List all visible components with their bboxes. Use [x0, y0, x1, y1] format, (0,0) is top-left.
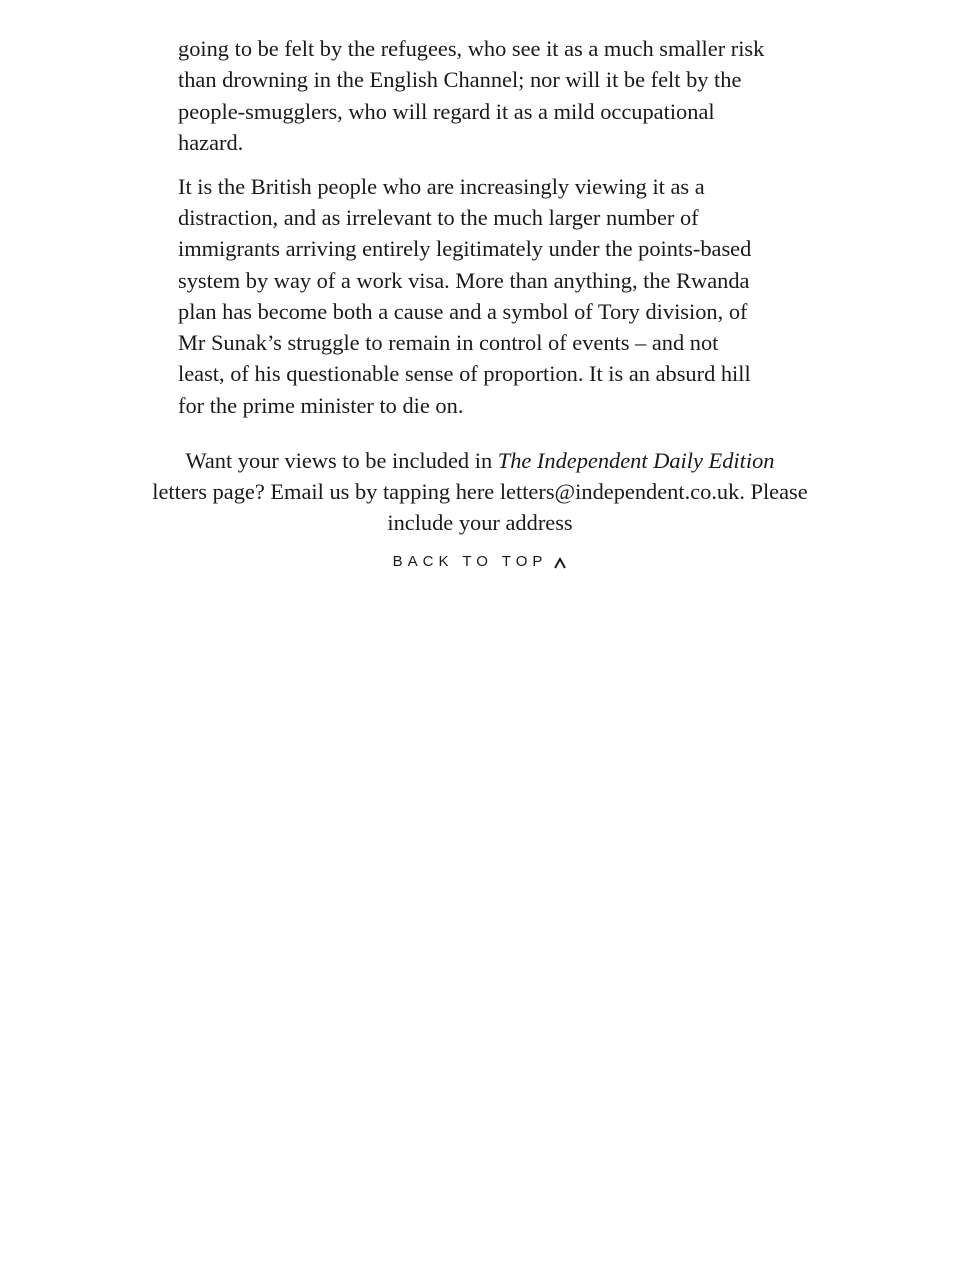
letters-middle: letters page? Email us by tapping here	[152, 479, 500, 504]
letters-email-link[interactable]: letters@independent.co.uk	[499, 479, 740, 504]
letters-suffix: . Please include your address	[387, 479, 808, 535]
article-body	[178, 33, 798, 421]
article-paragraph: It is the British people who are increasingly viewing it as a distraction, and as irrelevant to the much larger number of immigrants arriving entirely legitimately under the points-based system by way of a work visa. More than anything, the Rwanda plan has become both a cause and a symbol of Tory division, of Mr Sunak’s struggle to remain in control of events – and not least, of his questionable sense of proportion. It is an absurd hill for the prime minister to die on.	[178, 173, 752, 418]
letters-prefix: Want your views to be included in	[185, 448, 498, 473]
back-to-top-button[interactable]	[0, 553, 960, 570]
letters-invitation	[120, 445, 840, 538]
article-paragraph: going to be felt by the refugees, who see it as a much smaller risk than drowning in the English Channel; nor will it be felt by the people-smugglers, who will regard it as a mild occupational hazard.	[178, 36, 765, 155]
caret-up-icon	[553, 556, 567, 570]
publication-name: The Independent Daily Edition	[497, 448, 775, 473]
back-to-top-label: BACK TO TOP	[392, 553, 548, 570]
